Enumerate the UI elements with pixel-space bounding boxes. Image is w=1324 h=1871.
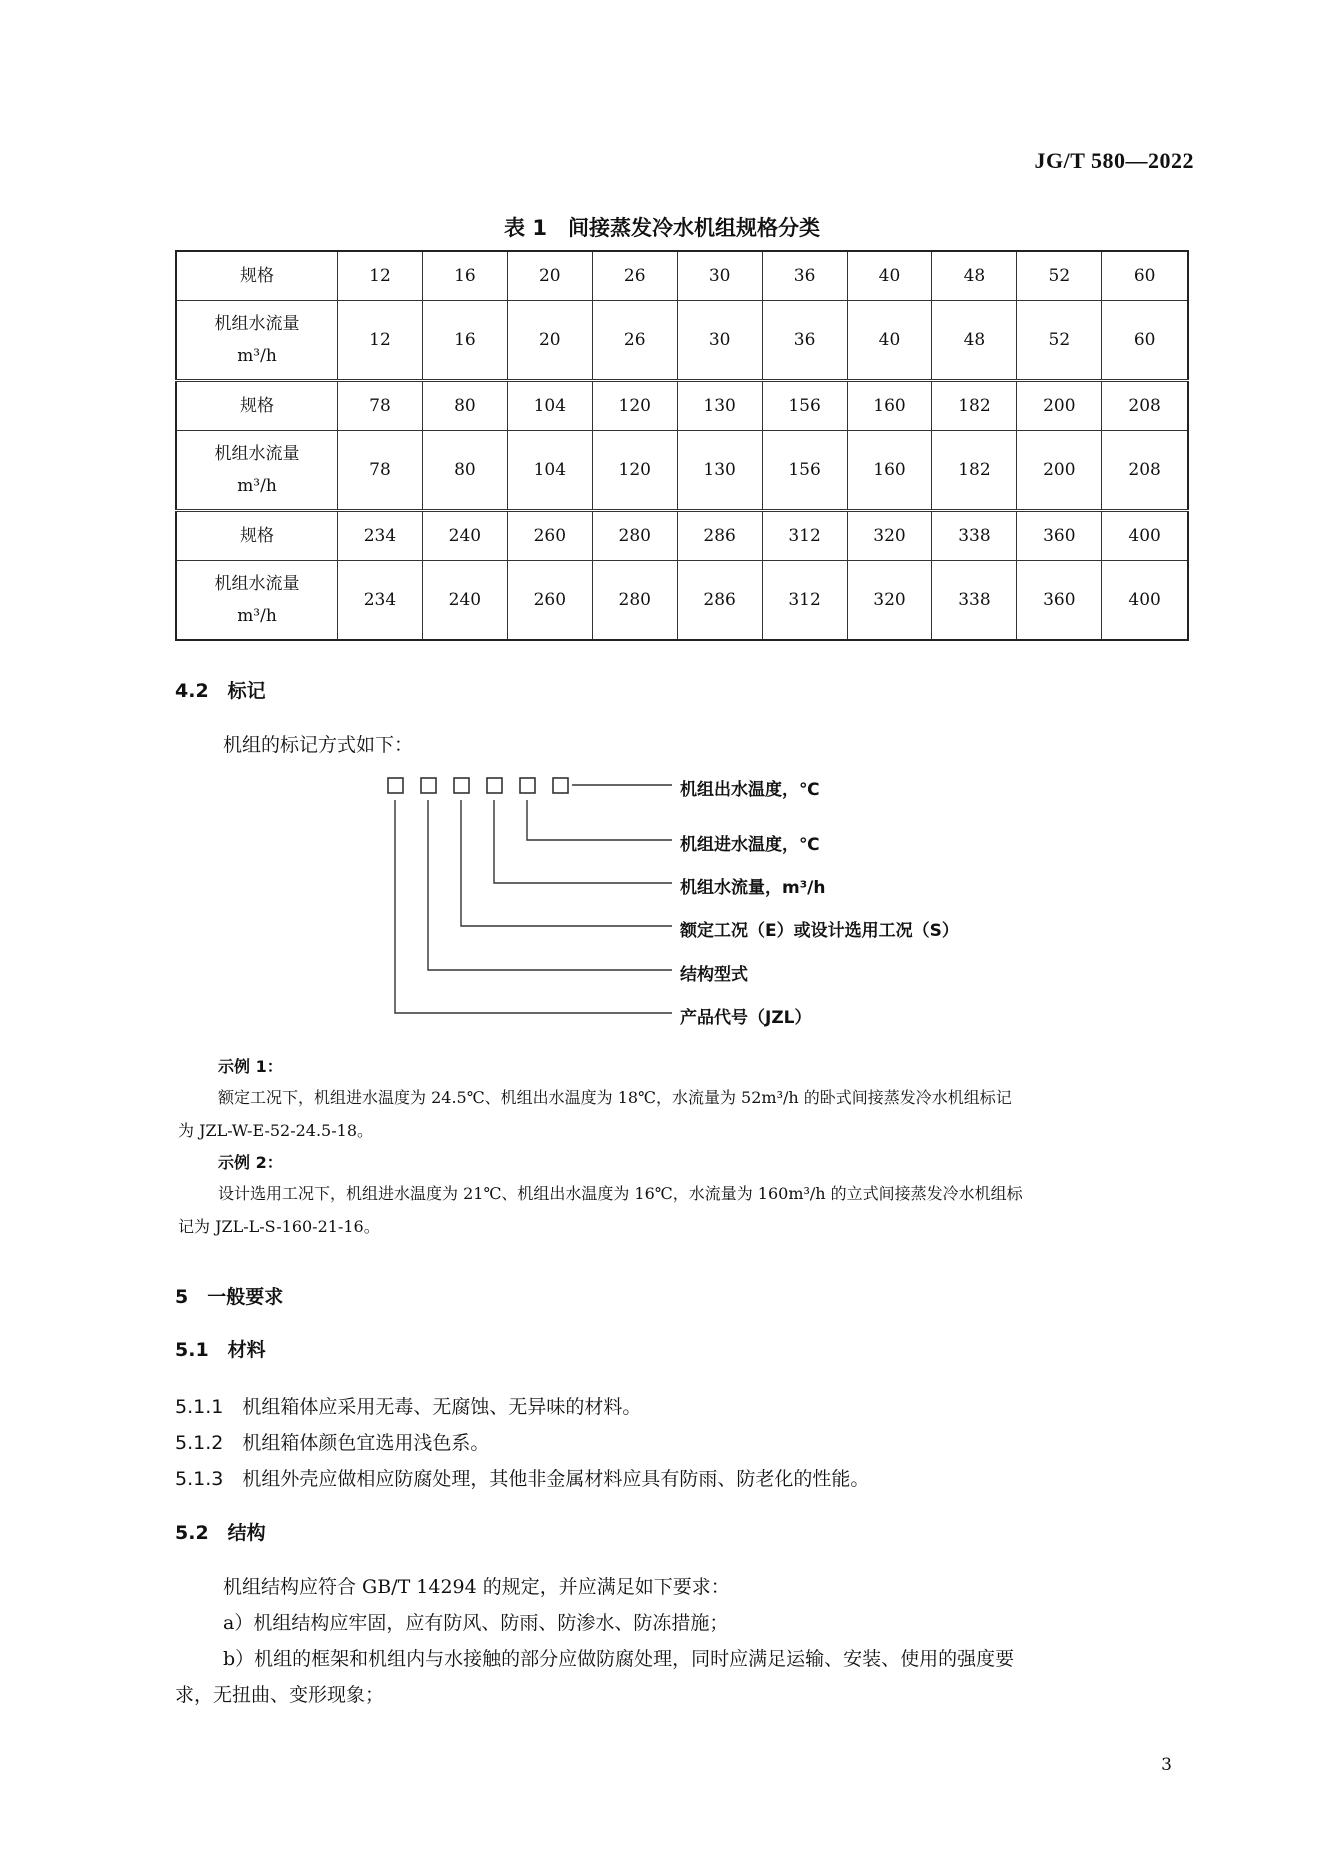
- spec-value-cell: 286: [677, 511, 762, 561]
- spec-value-cell: 260: [507, 511, 592, 561]
- flow-label-unit: m³/h: [237, 476, 277, 496]
- diagram-label-product-code: 产品代号（JZL）: [680, 1008, 812, 1028]
- flow-value-cell: 234: [338, 561, 423, 641]
- spec-value-cell: 16: [422, 251, 507, 301]
- flow-value-cell: 156: [762, 431, 847, 511]
- flow-value-cell: 16: [422, 301, 507, 381]
- flow-value-cell: 400: [1102, 561, 1188, 641]
- spec-value-cell: 12: [338, 251, 423, 301]
- spec-value-cell: 52: [1017, 251, 1102, 301]
- flow-label-line-1: 机组水流量: [214, 574, 300, 594]
- flow-label-cell: [176, 561, 338, 641]
- diagram-box-6: [553, 778, 568, 793]
- spec-value-cell: 280: [592, 511, 677, 561]
- clause-5-2-b-line-2: 求，无扭曲、变形现象；: [175, 1684, 385, 1706]
- diagram-label-inlet-temp: 机组进水温度，℃: [680, 835, 820, 855]
- example-1-line-2: 为 JZL-W-E-52-24.5-18。: [178, 1121, 374, 1140]
- section-4-2-heading: 4.2 标记: [175, 680, 266, 702]
- clause-5-1-1: 5.1.1 机组箱体应采用无毒、无腐蚀、无异味的材料。: [175, 1396, 642, 1418]
- flow-value-cell: 26: [592, 301, 677, 381]
- spec-value-cell: 320: [847, 511, 932, 561]
- flow-value-cell: 48: [932, 301, 1017, 381]
- spec-value-cell: 208: [1102, 381, 1188, 431]
- flow-label-cell: [176, 431, 338, 511]
- marking-diagram: [380, 770, 680, 1040]
- spec-value-cell: 160: [847, 381, 932, 431]
- flow-value-cell: 312: [762, 561, 847, 641]
- section-5-1-heading: 5.1 材料: [175, 1339, 266, 1361]
- flow-value-cell: 80: [422, 431, 507, 511]
- leader-line-6: [395, 800, 672, 1013]
- page-number: 3: [1161, 1755, 1172, 1775]
- spec-value-cell: 30: [677, 251, 762, 301]
- clause-5-1-3: 5.1.3 机组外壳应做相应防腐处理，其他非金属材料应具有防雨、防老化的性能。: [175, 1468, 870, 1490]
- leader-line-3: [494, 800, 672, 883]
- spec-value-cell: 78: [338, 381, 423, 431]
- diagram-box-3: [454, 778, 469, 793]
- spec-label-cell: 规格: [176, 251, 338, 301]
- section-5-2-heading: 5.2 结构: [175, 1522, 266, 1544]
- flow-row: [176, 301, 1188, 381]
- flow-value-cell: 52: [1017, 301, 1102, 381]
- flow-value-cell: 120: [592, 431, 677, 511]
- spec-value-cell: 360: [1017, 511, 1102, 561]
- flow-value-cell: 160: [847, 431, 932, 511]
- flow-label-unit: m³/h: [237, 606, 277, 626]
- spec-value-cell: 182: [932, 381, 1017, 431]
- leader-line-4: [461, 800, 672, 926]
- leader-line-2: [527, 800, 672, 840]
- spec-table: [175, 250, 1189, 641]
- table-title: 表 1 间接蒸发冷水机组规格分类: [504, 216, 820, 240]
- leader-line-5: [428, 800, 672, 970]
- example-1-line-1: 额定工况下，机组进水温度为 24.5℃、机组出水温度为 18℃，水流量为 52m³/h 的卧式间接蒸发冷水机组标记: [218, 1088, 1012, 1107]
- flow-value-cell: 320: [847, 561, 932, 641]
- flow-label-cell: [176, 301, 338, 381]
- spec-label-cell: 规格: [176, 381, 338, 431]
- flow-row: [176, 431, 1188, 511]
- spec-value-cell: 338: [932, 511, 1017, 561]
- flow-value-cell: 36: [762, 301, 847, 381]
- spec-value-cell: 234: [338, 511, 423, 561]
- clause-5-1-2: 5.1.2 机组箱体颜色宜选用浅色系。: [175, 1432, 490, 1454]
- diagram-box-5: [520, 778, 535, 793]
- spec-row: [176, 251, 1188, 301]
- spec-label-cell: 规格: [176, 511, 338, 561]
- section-4-2-intro: 机组的标记方式如下：: [223, 734, 414, 756]
- diagram-box-2: [421, 778, 436, 793]
- flow-value-cell: 182: [932, 431, 1017, 511]
- spec-value-cell: 26: [592, 251, 677, 301]
- spec-value-cell: 312: [762, 511, 847, 561]
- spec-value-cell: 36: [762, 251, 847, 301]
- spec-value-cell: 20: [507, 251, 592, 301]
- flow-value-cell: 260: [507, 561, 592, 641]
- flow-value-cell: 12: [338, 301, 423, 381]
- flow-value-cell: 104: [507, 431, 592, 511]
- flow-value-cell: 20: [507, 301, 592, 381]
- example-2-line-2: 记为 JZL-L-S-160-21-16。: [178, 1217, 380, 1236]
- diagram-label-water-flow: 机组水流量，m³/h: [680, 878, 826, 898]
- diagram-label-outlet-temp: 机组出水温度，℃: [680, 780, 820, 800]
- diagram-label-condition: 额定工况（E）或设计选用工况（S）: [680, 921, 959, 941]
- spec-row: [176, 511, 1188, 561]
- example-2-title: 示例 2：: [218, 1153, 283, 1172]
- diagram-label-structure: 结构型式: [680, 965, 748, 985]
- flow-value-cell: 240: [422, 561, 507, 641]
- spec-value-cell: 40: [847, 251, 932, 301]
- flow-row: [176, 561, 1188, 641]
- example-2-line-1: 设计选用工况下，机组进水温度为 21℃、机组出水温度为 16℃，水流量为 160m³/h 的立式间接蒸发冷水机组标: [218, 1184, 1023, 1203]
- flow-value-cell: 338: [932, 561, 1017, 641]
- spec-value-cell: 60: [1102, 251, 1188, 301]
- flow-label-unit: m³/h: [237, 346, 277, 366]
- section-5-heading: 5 一般要求: [175, 1286, 284, 1308]
- document-id: JG/T 580—2022: [1034, 148, 1194, 173]
- spec-value-cell: 80: [422, 381, 507, 431]
- flow-value-cell: 280: [592, 561, 677, 641]
- spec-value-cell: 130: [677, 381, 762, 431]
- flow-value-cell: 200: [1017, 431, 1102, 511]
- spec-value-cell: 156: [762, 381, 847, 431]
- flow-label-line-1: 机组水流量: [214, 314, 300, 334]
- spec-value-cell: 240: [422, 511, 507, 561]
- flow-value-cell: 40: [847, 301, 932, 381]
- spec-value-cell: 104: [507, 381, 592, 431]
- diagram-box-1: [388, 778, 403, 793]
- clause-5-2-a: a）机组结构应牢固，应有防风、防雨、防渗水、防冻措施；: [223, 1612, 729, 1634]
- flow-label-line-1: 机组水流量: [214, 444, 300, 464]
- diagram-box-4: [487, 778, 502, 793]
- flow-value-cell: 130: [677, 431, 762, 511]
- spec-value-cell: 48: [932, 251, 1017, 301]
- flow-value-cell: 208: [1102, 431, 1188, 511]
- clause-5-2-b-line-1: b）机组的框架和机组内与水接触的部分应做防腐处理，同时应满足运输、安装、使用的强度要: [223, 1648, 1015, 1670]
- spec-value-cell: 400: [1102, 511, 1188, 561]
- flow-value-cell: 286: [677, 561, 762, 641]
- example-1-title: 示例 1：: [218, 1057, 283, 1076]
- flow-value-cell: 60: [1102, 301, 1188, 381]
- spec-row: [176, 381, 1188, 431]
- flow-value-cell: 78: [338, 431, 423, 511]
- section-5-2-intro: 机组结构应符合 GB/T 14294 的规定，并应满足如下要求：: [223, 1576, 730, 1598]
- spec-value-cell: 120: [592, 381, 677, 431]
- spec-value-cell: 200: [1017, 381, 1102, 431]
- flow-value-cell: 30: [677, 301, 762, 381]
- flow-value-cell: 360: [1017, 561, 1102, 641]
